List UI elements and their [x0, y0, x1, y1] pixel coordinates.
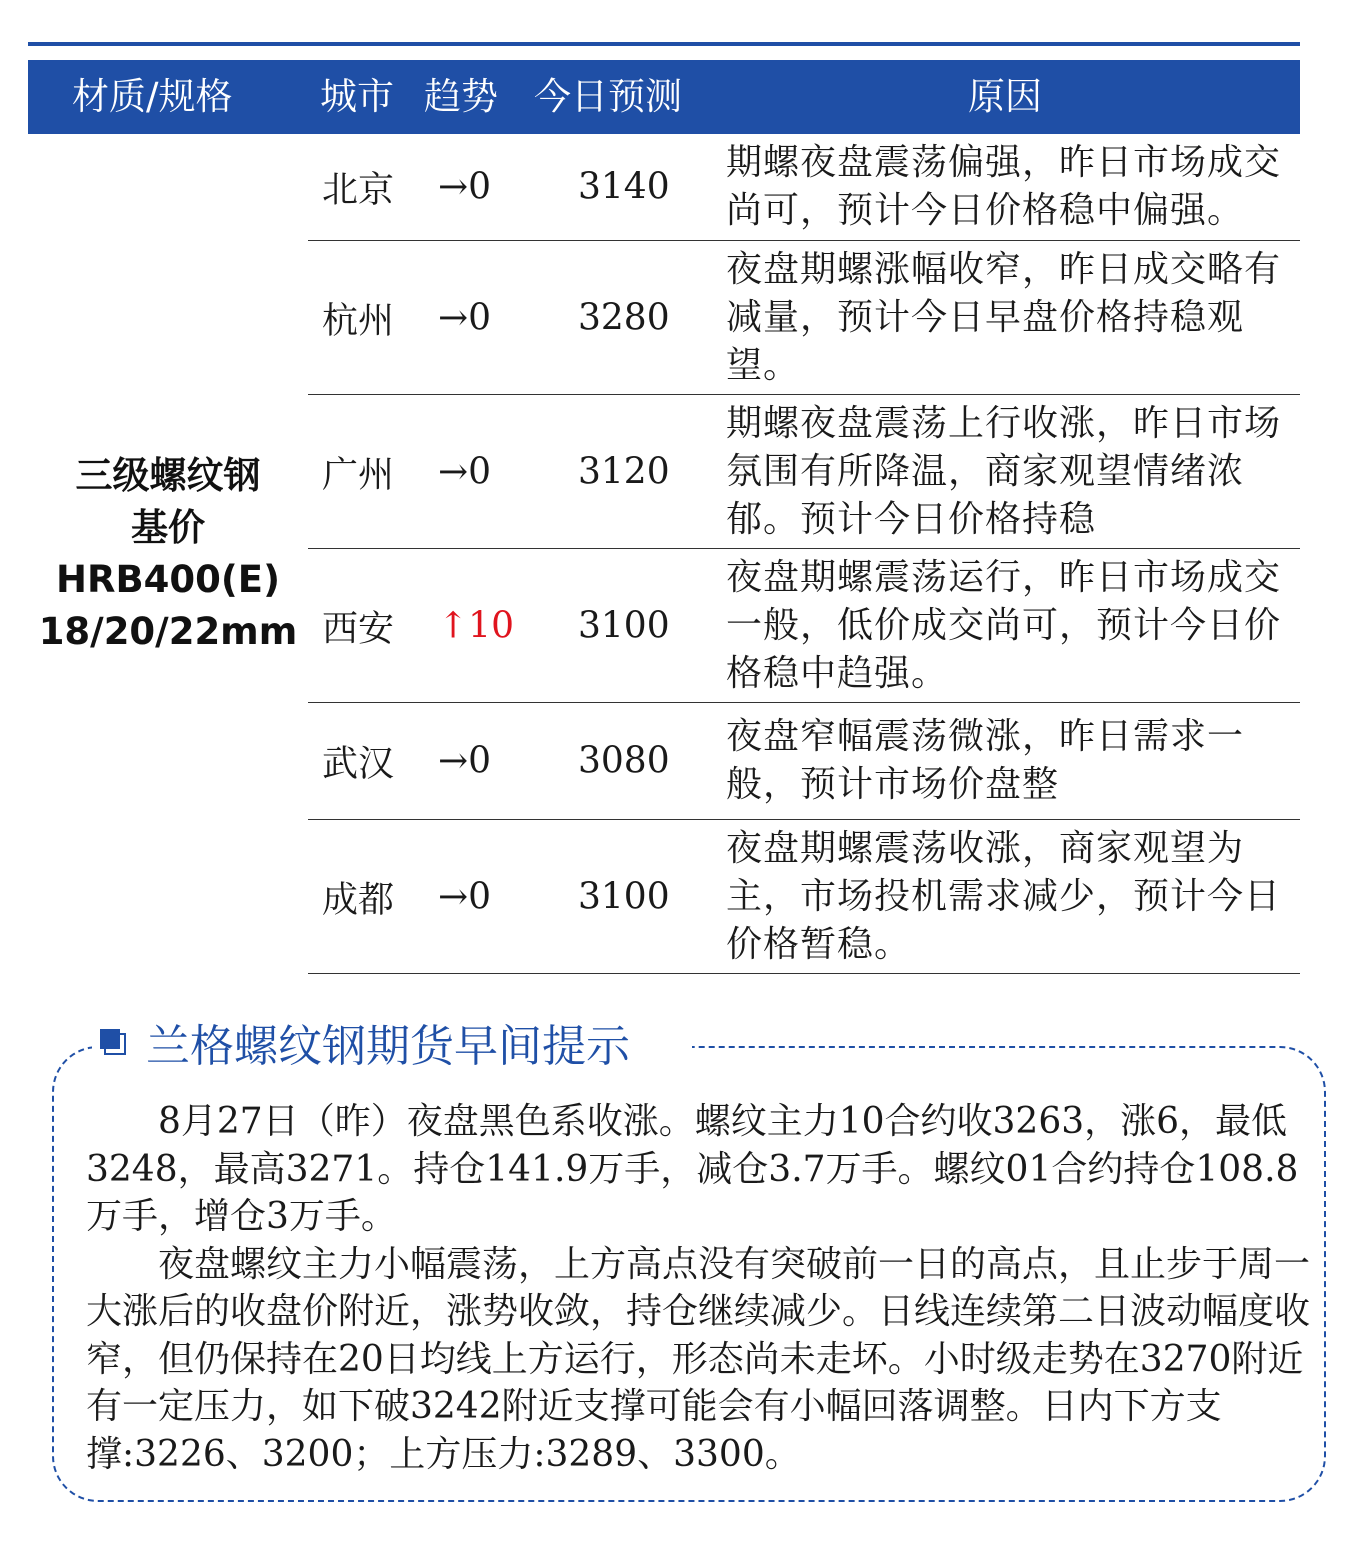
reason-cell: 夜盘期螺震荡收涨，商家观望为主，市场投机需求减少，预计今日价格暂稳。 — [726, 827, 1282, 965]
note-body — [86, 1098, 1316, 1478]
forecast-cell: 3100 — [578, 605, 670, 646]
trend-cell: →0 — [438, 451, 492, 492]
table-row — [308, 134, 1300, 241]
table-body — [308, 134, 1300, 974]
reason-cell: 夜盘期螺涨幅收窄，昨日成交略有减量，预计今日早盘价格持稳观望。 — [726, 248, 1282, 386]
header-trend: 趋势 — [424, 75, 498, 118]
trend-cell: →0 — [438, 876, 492, 917]
city-cell: 武汉 — [322, 743, 395, 785]
material-line: HRB400(E) — [56, 558, 280, 601]
table-row — [308, 820, 1300, 974]
reason-cell: 期螺夜盘震荡偏强，昨日市场成交尚可，预计今日价格稳中偏强。 — [726, 142, 1282, 231]
reason-cell: 期螺夜盘震荡上行收涨，昨日市场氛围有所降温，商家观望情绪浓郁。预计今日价格持稳 — [726, 402, 1282, 540]
header-reason: 原因 — [968, 75, 1042, 118]
forecast-cell: 3100 — [578, 876, 670, 917]
note-paragraph: 8月27日（昨）夜盘黑色系收涨。螺纹主力10合约收3263，涨6，最低3248，最高3271。持仓141.9万手，减仓3.7万手。螺纹01合约持仓108.8万手，增仓3万手。 — [86, 1101, 1299, 1237]
table-row — [308, 703, 1300, 820]
square-bullet-icon — [100, 1029, 126, 1055]
top-rule — [28, 42, 1300, 46]
city-cell: 北京 — [322, 169, 395, 211]
reason-cell: 夜盘窄幅震荡微涨，昨日需求一般，预计市场价盘整 — [726, 716, 1245, 805]
city-cell: 杭州 — [322, 300, 395, 341]
trend-up-cell: ↑10 — [438, 605, 514, 646]
material-spec-cell — [28, 450, 308, 658]
table-row — [308, 395, 1300, 549]
material-line: 三级螺纹钢 — [75, 454, 261, 497]
forecast-cell: 3080 — [578, 740, 670, 782]
reason-cell: 夜盘期螺震荡运行，昨日市场成交一般，低价成交尚可，预计今日价格稳中趋强。 — [726, 556, 1282, 694]
material-line: 18/20/22mm — [38, 610, 298, 653]
city-cell: 广州 — [322, 454, 395, 495]
header-forecast: 今日预测 — [534, 75, 682, 118]
header-city: 城市 — [320, 75, 394, 118]
table-row — [308, 241, 1300, 395]
material-line: 基价 — [131, 506, 205, 549]
header-material: 材质/规格 — [72, 75, 233, 118]
forecast-cell: 3280 — [578, 297, 670, 338]
note-title: 兰格螺纹钢期货早间提示 — [146, 1010, 644, 1074]
city-cell: 西安 — [322, 608, 395, 649]
forecast-cell: 3140 — [578, 166, 670, 208]
city-cell: 成都 — [322, 879, 395, 920]
trend-cell: →0 — [438, 166, 492, 208]
trend-cell: →0 — [438, 297, 492, 338]
note-title-row — [100, 1012, 644, 1072]
trend-cell: →0 — [438, 740, 492, 782]
note-paragraph: 夜盘螺纹主力小幅震荡，上方高点没有突破前一日的高点，且止步于周一大涨后的收盘价附近，涨势收敛，持仓继续减少。日线连续第二日波动幅度收窄，但仍保持在20日均线上方运行，形态尚未走坏。小时级走势在3270附近有一定压力，如下破3242附近支撑可能会有小幅回落调整。日内下方支撑:3226、3200；上方压力:3289、3300。 — [86, 1243, 1311, 1475]
forecast-cell: 3120 — [578, 451, 670, 492]
table-row — [308, 549, 1300, 703]
table-header — [28, 60, 1300, 134]
